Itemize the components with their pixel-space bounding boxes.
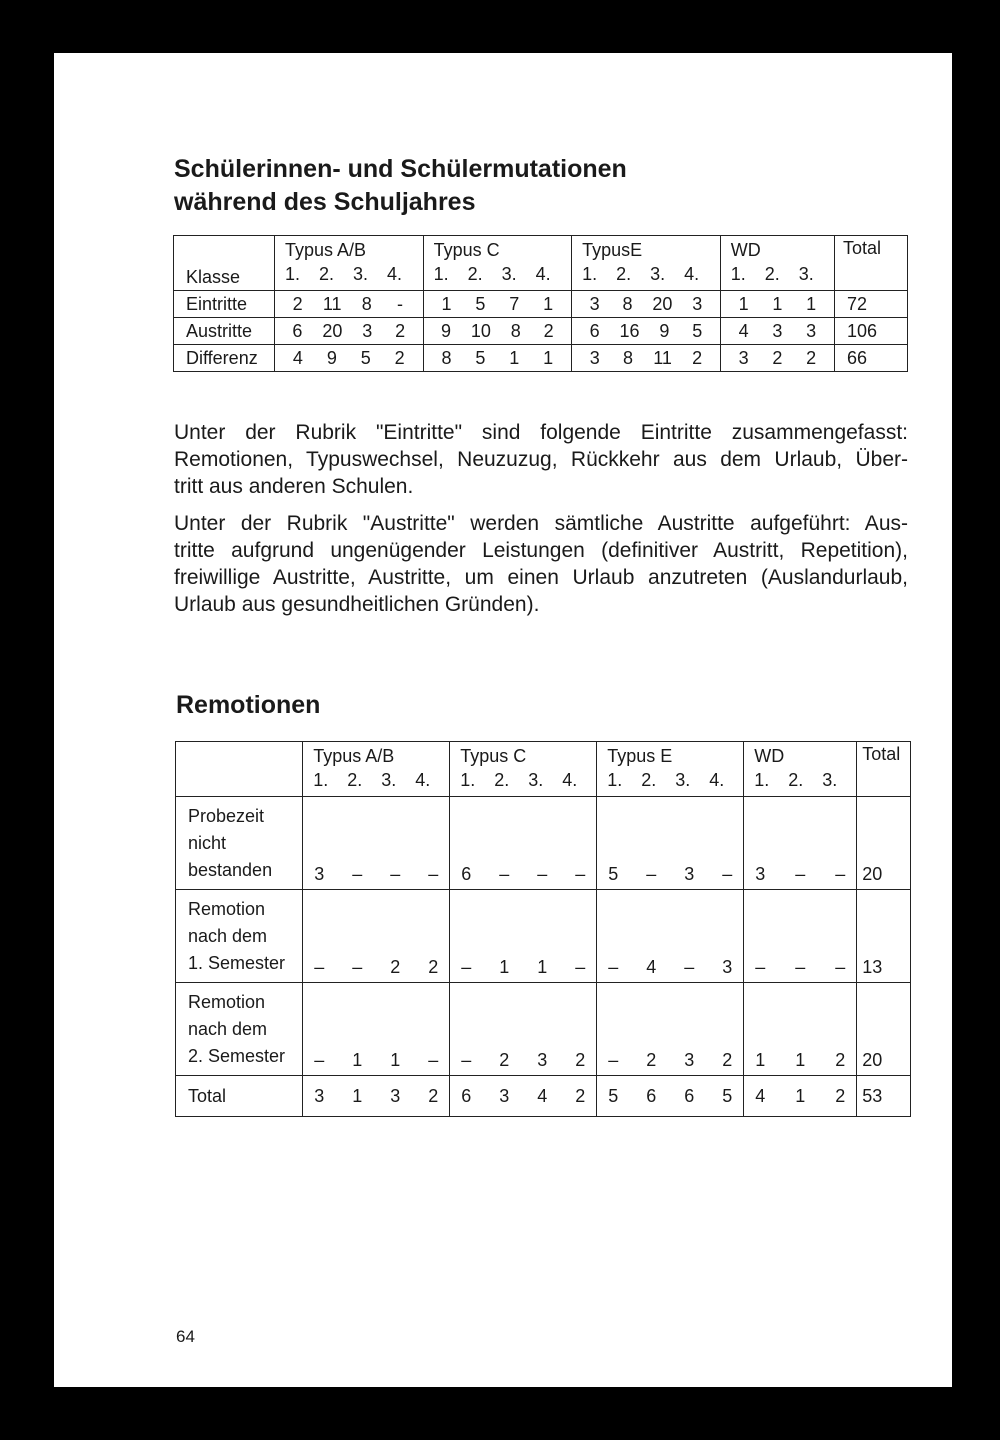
remotionen-table <box>175 741 911 1117</box>
data-cell: 6 – – – <box>450 797 597 890</box>
data-cell: 5 – 3 – <box>597 797 744 890</box>
data-cell: 6 16 9 5 <box>572 318 721 345</box>
data-cell: – – 2 2 <box>303 890 450 983</box>
table-row <box>174 318 908 345</box>
data-cell: 2 11 8 - <box>275 291 424 318</box>
data-cell: – 1 1 – <box>450 890 597 983</box>
data-cell: 6 20 3 2 <box>275 318 424 345</box>
total-cell: 20 <box>857 983 911 1076</box>
group-header-e: Typus E 1. 2. 3. 4. <box>597 742 744 797</box>
data-cell: 1 1 2 <box>744 983 857 1076</box>
group-header-c: Typus C 1. 2. 3. 4. <box>423 236 572 291</box>
total-cell: 66 <box>835 345 908 372</box>
data-cell: 3 8 11 2 <box>572 345 721 372</box>
data-cell: 3 – – <box>744 797 857 890</box>
data-cell: – – – <box>744 890 857 983</box>
total-header: Total <box>835 236 908 291</box>
group-header-wd: WD 1. 2. 3. <box>744 742 857 797</box>
total-cell: 53 <box>857 1076 911 1117</box>
data-cell: 3 1 3 2 <box>303 1076 450 1117</box>
table-row <box>176 1076 911 1117</box>
total-cell: 13 <box>857 890 911 983</box>
data-cell: 8 5 1 1 <box>423 345 572 372</box>
paragraph-eintritte: Unter der Rubrik "Eintritte" sind folgende Eintritte zusammengefasst: Remotionen, Typuswechsel, Neuzuzug, Rückkehr aus dem Urlaub, Über- tritt aus anderen Schulen. <box>174 421 908 498</box>
data-cell: 4 1 2 <box>744 1076 857 1117</box>
data-cell: 4 3 3 <box>720 318 834 345</box>
row-label: Probezeit nicht bestanden <box>176 797 303 890</box>
page-number: 64 <box>176 1327 195 1346</box>
data-cell: – 4 – 3 <box>597 890 744 983</box>
table-row <box>174 291 908 318</box>
data-cell: 6 3 4 2 <box>450 1076 597 1117</box>
row-label: Austritte <box>174 318 275 345</box>
data-cell: – 2 3 2 <box>597 983 744 1076</box>
data-cell: 5 6 6 5 <box>597 1076 744 1117</box>
data-cell: 1 5 7 1 <box>423 291 572 318</box>
group-header-ab: Typus A/B 1. 2. 3. 4. <box>275 236 424 291</box>
empty-header-cell <box>176 742 303 797</box>
section-title <box>174 153 874 219</box>
total-cell: 72 <box>835 291 908 318</box>
total-cell: 106 <box>835 318 908 345</box>
data-cell: 1 1 1 <box>720 291 834 318</box>
paragraph-austritte: Unter der Rubrik "Austritte" werden sämtliche Austritte aufgeführt: Aus- tritte aufgrund ungenügender Leistungen (definitiver Austritt, Repetition), freiwillige Austritte, Austritte, um einen Urlaub anzutreten (Auslandurlaub, Urlaub aus gesundheitlichen Gründen). <box>174 512 908 616</box>
data-cell: 9 10 8 2 <box>423 318 572 345</box>
data-cell: 3 2 2 <box>720 345 834 372</box>
data-cell: 3 8 20 3 <box>572 291 721 318</box>
row-label: Total <box>176 1076 303 1117</box>
group-header-c: Typus C 1. 2. 3. 4. <box>450 742 597 797</box>
document-page <box>54 53 952 1387</box>
data-cell: 3 – – – <box>303 797 450 890</box>
table-row <box>176 983 911 1076</box>
table-row <box>174 345 908 372</box>
table-row <box>176 890 911 983</box>
group-header-ab: Typus A/B 1. 2. 3. 4. <box>303 742 450 797</box>
data-cell: – 1 1 – <box>303 983 450 1076</box>
title-line-1: Schülerinnen- und Schülermutationen <box>174 155 627 183</box>
klasse-header: Klasse <box>174 236 275 291</box>
row-label: Differenz <box>174 345 275 372</box>
total-header: Total <box>857 742 911 797</box>
row-label: Remotion nach dem 1. Semester <box>176 890 303 983</box>
total-cell: 20 <box>857 797 911 890</box>
data-cell: – 2 3 2 <box>450 983 597 1076</box>
mutations-table <box>173 235 908 372</box>
section-title-remotionen: Remotionen <box>176 691 321 719</box>
table-row <box>176 797 911 890</box>
row-label: Eintritte <box>174 291 275 318</box>
group-header-wd: WD 1. 2. 3. <box>720 236 834 291</box>
group-header-e: TypusE 1. 2. 3. 4. <box>572 236 721 291</box>
title-line-2: während des Schuljahres <box>174 188 476 216</box>
data-cell: 4 9 5 2 <box>275 345 424 372</box>
row-label: Remotion nach dem 2. Semester <box>176 983 303 1076</box>
